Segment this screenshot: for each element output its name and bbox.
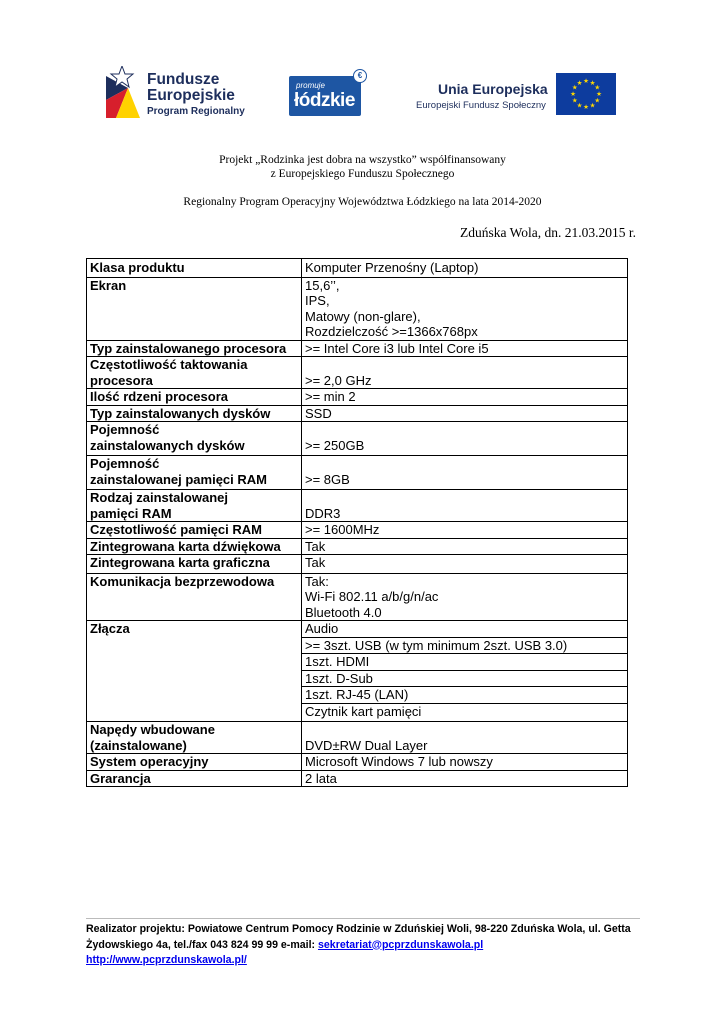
fundusze-star-icon xyxy=(106,66,140,118)
fundusze-sub: Program Regionalny xyxy=(147,106,245,117)
value-napedy: DVD±RW Dual Layer xyxy=(302,722,628,754)
komunikacja-tak: Tak: xyxy=(305,573,329,589)
eu-star-icon: ★ xyxy=(589,79,596,87)
project-line-1: Projekt „Rodzinka jest dobra na wszystko” współfinansowany xyxy=(219,154,506,166)
ue-sub: Europejski Fundusz Społeczny xyxy=(416,100,546,111)
label-czestotliwosc-procesora xyxy=(87,357,302,389)
eu-star-icon: ★ xyxy=(571,84,578,92)
napedy-line2: (zainstalowane) xyxy=(90,737,187,753)
label-ekran: Ekran xyxy=(87,277,302,340)
table-row xyxy=(87,259,628,278)
spec-table xyxy=(86,258,628,787)
ekran-size: 15,6’’, xyxy=(305,277,340,293)
eu-star-icon: ★ xyxy=(594,84,601,92)
value-zlacze: Audio xyxy=(302,621,628,638)
table-row xyxy=(87,490,628,522)
place-date: Zduńska Wola, dn. 21.03.2015 r. xyxy=(459,225,636,240)
eu-star-icon: ★ xyxy=(583,78,589,86)
label-pojemnosc-ram xyxy=(87,456,302,490)
value-pojemnosc-dyskow: >= 250GB xyxy=(302,422,628,456)
footer-divider xyxy=(86,918,640,919)
table-row xyxy=(87,722,628,754)
label-komunikacja: Komunikacja bezprzewodowa xyxy=(87,573,302,621)
eu-star-icon: ★ xyxy=(576,102,583,110)
eu-star-icon: ★ xyxy=(571,97,578,105)
czestotliwosc-label-line1: Częstotliwość taktowania xyxy=(90,357,248,372)
table-row xyxy=(87,573,628,621)
rodzaj-ram-line2: pamięci RAM xyxy=(90,505,172,521)
table-row xyxy=(87,456,628,490)
value-czestotliwosc-ram: >= 1600MHz xyxy=(302,522,628,539)
label-gwarancja: Grarancja xyxy=(87,770,302,787)
value-klasa: Komputer Przenośny (Laptop) xyxy=(302,259,628,278)
komunikacja-bluetooth: Bluetooth 4.0 xyxy=(305,604,382,620)
label-czestotliwosc-ram: Częstotliwość pamięci RAM xyxy=(87,522,302,539)
value-gwarancja: 2 lata xyxy=(302,770,628,787)
eu-star-icon: ★ xyxy=(589,102,596,110)
value-pojemnosc-ram: >= 8GB xyxy=(302,456,628,490)
ekran-type: IPS, xyxy=(305,293,330,308)
label-zlacza: Złącza xyxy=(87,621,302,722)
label-rodzaj-ram xyxy=(87,490,302,522)
eu-star-icon: ★ xyxy=(576,79,583,87)
footer xyxy=(86,922,646,969)
email-link[interactable]: sekretariat@pcprzdunskawola.pl xyxy=(318,938,484,951)
value-zlacze: 1szt. RJ-45 (LAN) xyxy=(302,687,628,704)
value-rodzaj-ram: DDR3 xyxy=(302,490,628,522)
label-karta-graficzna: Zintegrowana karta graficzna xyxy=(87,555,302,574)
label-karta-dzwiekowa: Zintegrowana karta dźwiękowa xyxy=(87,538,302,555)
table-row xyxy=(87,405,628,422)
pojemnosc-ram-line1: Pojemność xyxy=(90,456,160,471)
eu-star-icon: ★ xyxy=(596,91,602,99)
table-row xyxy=(87,555,628,574)
table-row xyxy=(87,538,628,555)
fundusze-line1: Fundusze xyxy=(147,71,220,88)
eu-star-icon: ★ xyxy=(583,104,589,112)
pojemnosc-ram-line2: zainstalowanej pamięci RAM xyxy=(90,471,267,487)
footer-address: Żydowskiego 4a, tel./fax 043 824 99 99 e-mail: xyxy=(86,938,319,951)
footer-line-1: Realizator projektu: Powiatowe Centrum Pomocy Rodzinie w Zduńskiej Woli, 98-220 Zduńska Wola, ul. Getta xyxy=(86,923,631,935)
table-row xyxy=(87,621,628,638)
value-zlacze: Czytnik kart pamięci xyxy=(302,703,628,722)
eu-star-icon: ★ xyxy=(570,91,576,99)
value-system: Microsoft Windows 7 lub nowszy xyxy=(302,754,628,771)
value-ekran xyxy=(302,277,628,340)
label-pojemnosc-dyskow xyxy=(87,422,302,456)
table-row xyxy=(87,389,628,406)
fundusze-europejskie-logo xyxy=(106,66,246,118)
value-komunikacja xyxy=(302,573,628,621)
programme-line: Regionalny Program Operacyjny Województwa Łódzkiego na lata 2014-2020 xyxy=(183,196,542,208)
eu-star-icon: ★ xyxy=(594,97,601,105)
ekran-finish: Matowy (non-glare), xyxy=(305,308,421,324)
napedy-line1: Napędy wbudowane xyxy=(90,722,215,737)
table-row xyxy=(87,277,628,340)
footer-line-2 xyxy=(86,938,646,954)
value-zlacze: 1szt. HDMI xyxy=(302,654,628,671)
table-row xyxy=(87,522,628,539)
label-klasa: Klasa produktu xyxy=(87,259,302,278)
table-row xyxy=(87,422,628,456)
pojemnosc-dyskow-line1: Pojemność xyxy=(90,422,160,437)
value-typ-dyskow: SSD xyxy=(302,405,628,422)
value-karta-graficzna: Tak xyxy=(302,555,628,574)
komunikacja-wifi: Wi-Fi 802.11 a/b/g/n/ac xyxy=(305,589,439,604)
euro-badge-icon: € xyxy=(353,69,367,83)
website-link[interactable]: http://www.pcprzdunskawola.pl/ xyxy=(86,954,247,966)
ue-title: Unia Europejska xyxy=(438,81,548,97)
eu-flag-icon xyxy=(556,73,616,115)
ekran-resolution: Rozdzielczość >=1366x768px xyxy=(305,324,478,339)
unia-europejska-logo xyxy=(416,73,616,117)
footer-line-3 xyxy=(86,953,646,969)
project-line-2: z Europejskiego Funduszu Społecznego xyxy=(270,168,455,180)
lodzkie-big-text: łódzkie xyxy=(294,90,355,111)
value-czestotliwosc-procesora: >= 2,0 GHz xyxy=(302,357,628,389)
label-typ-dyskow: Typ zainstalowanych dysków xyxy=(87,405,302,422)
fundusze-line2: Europejskie xyxy=(147,87,235,104)
label-rdzenie: Ilość rdzeni procesora xyxy=(87,389,302,406)
value-zlacze: 1szt. D-Sub xyxy=(302,670,628,687)
czestotliwosc-label-line2: procesora xyxy=(90,372,153,388)
value-typ-procesora: >= Intel Core i3 lub Intel Core i5 xyxy=(302,340,628,357)
label-napedy xyxy=(87,722,302,754)
table-row xyxy=(87,754,628,771)
label-typ-procesora: Typ zainstalowanego procesora xyxy=(87,340,302,357)
value-zlacze: >= 3szt. USB (w tym minimum 2szt. USB 3.0) xyxy=(302,637,628,654)
lodzkie-small-text: promuje xyxy=(296,81,325,90)
table-row xyxy=(87,770,628,787)
rodzaj-ram-line1: Rodzaj zainstalowanej xyxy=(90,490,228,505)
value-rdzenie: >= min 2 xyxy=(302,389,628,406)
promuje-lodzkie-logo xyxy=(289,71,363,116)
value-karta-dzwiekowa: Tak xyxy=(302,538,628,555)
label-system: System operacyjny xyxy=(87,754,302,771)
table-row xyxy=(87,357,628,389)
pojemnosc-dyskow-line2: zainstalowanych dysków xyxy=(90,437,245,453)
table-row xyxy=(87,340,628,357)
